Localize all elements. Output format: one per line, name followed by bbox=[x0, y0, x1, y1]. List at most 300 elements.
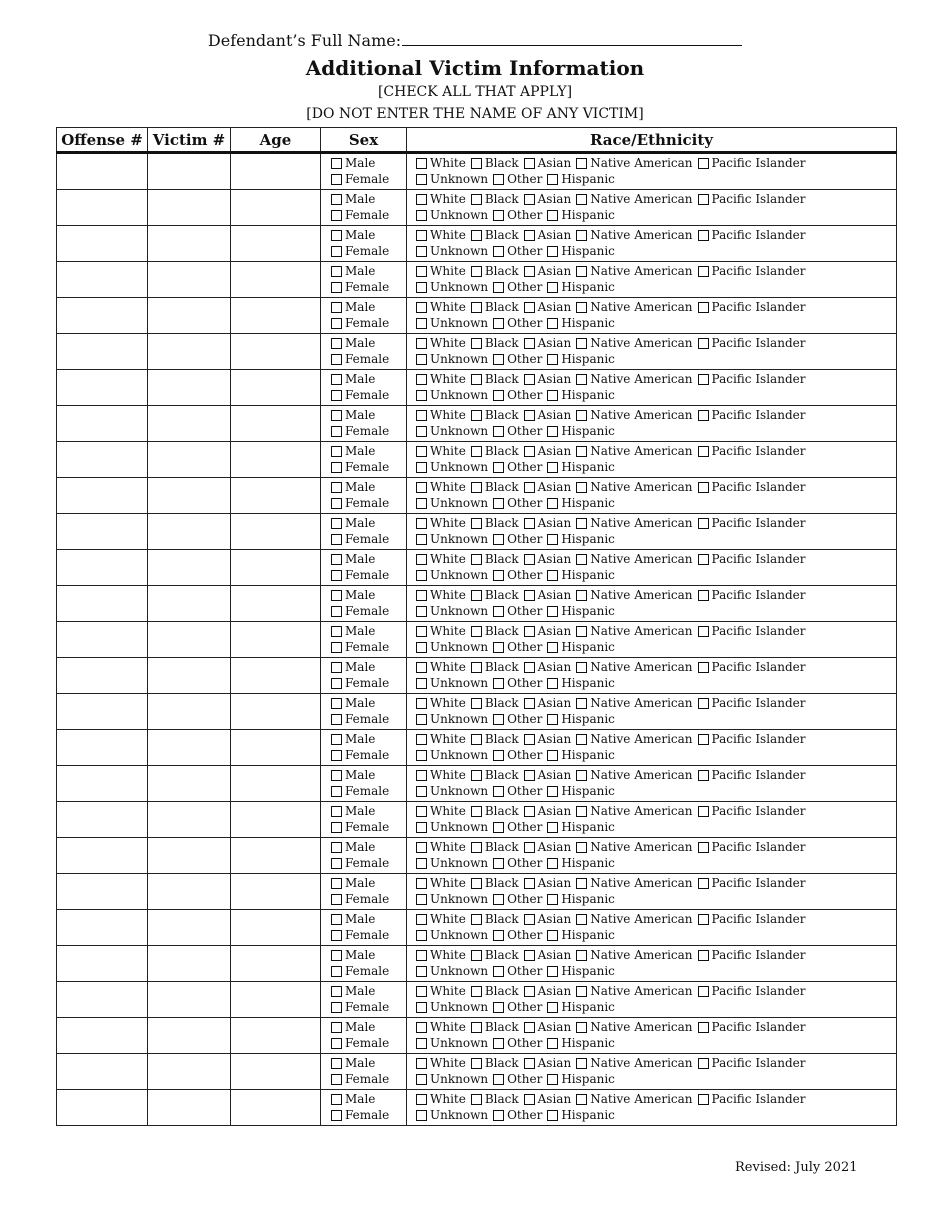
offense-cell[interactable] bbox=[57, 514, 148, 550]
checkbox-unknown[interactable] bbox=[416, 282, 427, 293]
checkbox-female[interactable] bbox=[331, 462, 342, 473]
checkbox-female[interactable] bbox=[331, 534, 342, 545]
checkbox-native-american[interactable] bbox=[576, 770, 587, 781]
checkbox-asian[interactable] bbox=[524, 158, 535, 169]
checkbox-hispanic[interactable] bbox=[547, 210, 558, 221]
checkbox-native-american[interactable] bbox=[576, 1094, 587, 1105]
checkbox-white[interactable] bbox=[416, 302, 427, 313]
checkbox-male[interactable] bbox=[331, 1058, 342, 1069]
checkbox-black[interactable] bbox=[471, 734, 482, 745]
victim-cell[interactable] bbox=[148, 153, 231, 190]
checkbox-native-american[interactable] bbox=[576, 230, 587, 241]
checkbox-black[interactable] bbox=[471, 338, 482, 349]
checkbox-unknown[interactable] bbox=[416, 606, 427, 617]
checkbox-male[interactable] bbox=[331, 482, 342, 493]
checkbox-hispanic[interactable] bbox=[547, 714, 558, 725]
checkbox-asian[interactable] bbox=[524, 1058, 535, 1069]
age-cell[interactable] bbox=[231, 226, 321, 262]
checkbox-asian[interactable] bbox=[524, 842, 535, 853]
checkbox-hispanic[interactable] bbox=[547, 858, 558, 869]
checkbox-native-american[interactable] bbox=[576, 266, 587, 277]
checkbox-native-american[interactable] bbox=[576, 1058, 587, 1069]
checkbox-pacific-islander[interactable] bbox=[698, 1022, 709, 1033]
checkbox-female[interactable] bbox=[331, 210, 342, 221]
checkbox-hispanic[interactable] bbox=[547, 354, 558, 365]
checkbox-hispanic[interactable] bbox=[547, 678, 558, 689]
age-cell[interactable] bbox=[231, 514, 321, 550]
checkbox-black[interactable] bbox=[471, 266, 482, 277]
offense-cell[interactable] bbox=[57, 226, 148, 262]
checkbox-black[interactable] bbox=[471, 230, 482, 241]
checkbox-female[interactable] bbox=[331, 642, 342, 653]
checkbox-pacific-islander[interactable] bbox=[698, 338, 709, 349]
victim-cell[interactable] bbox=[148, 1090, 231, 1126]
checkbox-male[interactable] bbox=[331, 770, 342, 781]
checkbox-unknown[interactable] bbox=[416, 1110, 427, 1121]
checkbox-female[interactable] bbox=[331, 426, 342, 437]
checkbox-unknown[interactable] bbox=[416, 894, 427, 905]
checkbox-female[interactable] bbox=[331, 1002, 342, 1013]
checkbox-female[interactable] bbox=[331, 246, 342, 257]
checkbox-white[interactable] bbox=[416, 158, 427, 169]
checkbox-male[interactable] bbox=[331, 338, 342, 349]
checkbox-female[interactable] bbox=[331, 894, 342, 905]
checkbox-asian[interactable] bbox=[524, 986, 535, 997]
checkbox-other[interactable] bbox=[493, 426, 504, 437]
checkbox-other[interactable] bbox=[493, 1038, 504, 1049]
checkbox-unknown[interactable] bbox=[416, 678, 427, 689]
checkbox-black[interactable] bbox=[471, 410, 482, 421]
checkbox-female[interactable] bbox=[331, 354, 342, 365]
checkbox-white[interactable] bbox=[416, 338, 427, 349]
checkbox-pacific-islander[interactable] bbox=[698, 806, 709, 817]
offense-cell[interactable] bbox=[57, 442, 148, 478]
checkbox-male[interactable] bbox=[331, 266, 342, 277]
checkbox-asian[interactable] bbox=[524, 1094, 535, 1105]
checkbox-black[interactable] bbox=[471, 302, 482, 313]
offense-cell[interactable] bbox=[57, 370, 148, 406]
checkbox-native-american[interactable] bbox=[576, 734, 587, 745]
checkbox-hispanic[interactable] bbox=[547, 1038, 558, 1049]
age-cell[interactable] bbox=[231, 730, 321, 766]
victim-cell[interactable] bbox=[148, 622, 231, 658]
checkbox-white[interactable] bbox=[416, 374, 427, 385]
checkbox-other[interactable] bbox=[493, 714, 504, 725]
checkbox-native-american[interactable] bbox=[576, 1022, 587, 1033]
offense-cell[interactable] bbox=[57, 622, 148, 658]
checkbox-other[interactable] bbox=[493, 930, 504, 941]
victim-cell[interactable] bbox=[148, 694, 231, 730]
checkbox-unknown[interactable] bbox=[416, 1038, 427, 1049]
victim-cell[interactable] bbox=[148, 586, 231, 622]
checkbox-other[interactable] bbox=[493, 210, 504, 221]
checkbox-native-american[interactable] bbox=[576, 914, 587, 925]
checkbox-asian[interactable] bbox=[524, 554, 535, 565]
victim-cell[interactable] bbox=[148, 550, 231, 586]
victim-cell[interactable] bbox=[148, 1054, 231, 1090]
checkbox-pacific-islander[interactable] bbox=[698, 698, 709, 709]
victim-cell[interactable] bbox=[148, 190, 231, 226]
checkbox-female[interactable] bbox=[331, 1038, 342, 1049]
checkbox-male[interactable] bbox=[331, 410, 342, 421]
checkbox-native-american[interactable] bbox=[576, 950, 587, 961]
offense-cell[interactable] bbox=[57, 298, 148, 334]
checkbox-hispanic[interactable] bbox=[547, 1074, 558, 1085]
checkbox-white[interactable] bbox=[416, 986, 427, 997]
age-cell[interactable] bbox=[231, 874, 321, 910]
checkbox-asian[interactable] bbox=[524, 482, 535, 493]
checkbox-pacific-islander[interactable] bbox=[698, 770, 709, 781]
checkbox-black[interactable] bbox=[471, 770, 482, 781]
checkbox-pacific-islander[interactable] bbox=[698, 734, 709, 745]
checkbox-male[interactable] bbox=[331, 986, 342, 997]
offense-cell[interactable] bbox=[57, 406, 148, 442]
checkbox-unknown[interactable] bbox=[416, 642, 427, 653]
checkbox-other[interactable] bbox=[493, 1002, 504, 1013]
checkbox-pacific-islander[interactable] bbox=[698, 842, 709, 853]
checkbox-male[interactable] bbox=[331, 1022, 342, 1033]
victim-cell[interactable] bbox=[148, 838, 231, 874]
checkbox-other[interactable] bbox=[493, 678, 504, 689]
checkbox-male[interactable] bbox=[331, 698, 342, 709]
offense-cell[interactable] bbox=[57, 838, 148, 874]
checkbox-pacific-islander[interactable] bbox=[698, 1058, 709, 1069]
checkbox-female[interactable] bbox=[331, 174, 342, 185]
checkbox-asian[interactable] bbox=[524, 1022, 535, 1033]
checkbox-black[interactable] bbox=[471, 842, 482, 853]
checkbox-male[interactable] bbox=[331, 914, 342, 925]
checkbox-native-american[interactable] bbox=[576, 482, 587, 493]
checkbox-male[interactable] bbox=[331, 590, 342, 601]
checkbox-unknown[interactable] bbox=[416, 390, 427, 401]
checkbox-white[interactable] bbox=[416, 842, 427, 853]
checkbox-hispanic[interactable] bbox=[547, 1110, 558, 1121]
checkbox-other[interactable] bbox=[493, 894, 504, 905]
age-cell[interactable] bbox=[231, 262, 321, 298]
checkbox-hispanic[interactable] bbox=[547, 786, 558, 797]
checkbox-pacific-islander[interactable] bbox=[698, 554, 709, 565]
checkbox-black[interactable] bbox=[471, 1058, 482, 1069]
checkbox-pacific-islander[interactable] bbox=[698, 374, 709, 385]
checkbox-pacific-islander[interactable] bbox=[698, 266, 709, 277]
checkbox-female[interactable] bbox=[331, 1110, 342, 1121]
checkbox-female[interactable] bbox=[331, 786, 342, 797]
offense-cell[interactable] bbox=[57, 730, 148, 766]
offense-cell[interactable] bbox=[57, 478, 148, 514]
checkbox-native-american[interactable] bbox=[576, 194, 587, 205]
checkbox-native-american[interactable] bbox=[576, 986, 587, 997]
checkbox-unknown[interactable] bbox=[416, 822, 427, 833]
checkbox-unknown[interactable] bbox=[416, 966, 427, 977]
checkbox-black[interactable] bbox=[471, 986, 482, 997]
checkbox-other[interactable] bbox=[493, 534, 504, 545]
checkbox-hispanic[interactable] bbox=[547, 570, 558, 581]
checkbox-male[interactable] bbox=[331, 446, 342, 457]
checkbox-female[interactable] bbox=[331, 822, 342, 833]
age-cell[interactable] bbox=[231, 190, 321, 226]
checkbox-pacific-islander[interactable] bbox=[698, 662, 709, 673]
offense-cell[interactable] bbox=[57, 190, 148, 226]
checkbox-black[interactable] bbox=[471, 446, 482, 457]
age-cell[interactable] bbox=[231, 802, 321, 838]
offense-cell[interactable] bbox=[57, 982, 148, 1018]
checkbox-hispanic[interactable] bbox=[547, 894, 558, 905]
checkbox-pacific-islander[interactable] bbox=[698, 482, 709, 493]
age-cell[interactable] bbox=[231, 1090, 321, 1126]
checkbox-other[interactable] bbox=[493, 786, 504, 797]
victim-cell[interactable] bbox=[148, 982, 231, 1018]
checkbox-native-american[interactable] bbox=[576, 662, 587, 673]
age-cell[interactable] bbox=[231, 153, 321, 190]
checkbox-hispanic[interactable] bbox=[547, 930, 558, 941]
checkbox-native-american[interactable] bbox=[576, 158, 587, 169]
offense-cell[interactable] bbox=[57, 1054, 148, 1090]
checkbox-unknown[interactable] bbox=[416, 750, 427, 761]
age-cell[interactable] bbox=[231, 550, 321, 586]
checkbox-asian[interactable] bbox=[524, 374, 535, 385]
checkbox-male[interactable] bbox=[331, 806, 342, 817]
checkbox-unknown[interactable] bbox=[416, 1002, 427, 1013]
checkbox-female[interactable] bbox=[331, 606, 342, 617]
checkbox-hispanic[interactable] bbox=[547, 534, 558, 545]
checkbox-pacific-islander[interactable] bbox=[698, 302, 709, 313]
age-cell[interactable] bbox=[231, 1054, 321, 1090]
checkbox-asian[interactable] bbox=[524, 302, 535, 313]
checkbox-asian[interactable] bbox=[524, 518, 535, 529]
checkbox-other[interactable] bbox=[493, 1110, 504, 1121]
checkbox-male[interactable] bbox=[331, 734, 342, 745]
checkbox-white[interactable] bbox=[416, 266, 427, 277]
checkbox-native-american[interactable] bbox=[576, 338, 587, 349]
victim-cell[interactable] bbox=[148, 514, 231, 550]
age-cell[interactable] bbox=[231, 586, 321, 622]
checkbox-hispanic[interactable] bbox=[547, 966, 558, 977]
checkbox-female[interactable] bbox=[331, 570, 342, 581]
victim-cell[interactable] bbox=[148, 1018, 231, 1054]
victim-cell[interactable] bbox=[148, 658, 231, 694]
checkbox-other[interactable] bbox=[493, 966, 504, 977]
checkbox-hispanic[interactable] bbox=[547, 246, 558, 257]
checkbox-unknown[interactable] bbox=[416, 174, 427, 185]
checkbox-male[interactable] bbox=[331, 878, 342, 889]
checkbox-pacific-islander[interactable] bbox=[698, 158, 709, 169]
checkbox-black[interactable] bbox=[471, 554, 482, 565]
checkbox-unknown[interactable] bbox=[416, 462, 427, 473]
checkbox-black[interactable] bbox=[471, 158, 482, 169]
checkbox-pacific-islander[interactable] bbox=[698, 410, 709, 421]
checkbox-hispanic[interactable] bbox=[547, 174, 558, 185]
checkbox-pacific-islander[interactable] bbox=[698, 446, 709, 457]
checkbox-asian[interactable] bbox=[524, 662, 535, 673]
defendant-name-input[interactable] bbox=[402, 30, 742, 46]
offense-cell[interactable] bbox=[57, 334, 148, 370]
checkbox-female[interactable] bbox=[331, 750, 342, 761]
checkbox-unknown[interactable] bbox=[416, 858, 427, 869]
age-cell[interactable] bbox=[231, 946, 321, 982]
checkbox-male[interactable] bbox=[331, 158, 342, 169]
age-cell[interactable] bbox=[231, 658, 321, 694]
checkbox-other[interactable] bbox=[493, 1074, 504, 1085]
offense-cell[interactable] bbox=[57, 1018, 148, 1054]
checkbox-pacific-islander[interactable] bbox=[698, 230, 709, 241]
victim-cell[interactable] bbox=[148, 478, 231, 514]
checkbox-unknown[interactable] bbox=[416, 930, 427, 941]
checkbox-female[interactable] bbox=[331, 498, 342, 509]
victim-cell[interactable] bbox=[148, 262, 231, 298]
checkbox-hispanic[interactable] bbox=[547, 390, 558, 401]
checkbox-male[interactable] bbox=[331, 950, 342, 961]
checkbox-black[interactable] bbox=[471, 194, 482, 205]
victim-cell[interactable] bbox=[148, 298, 231, 334]
checkbox-native-american[interactable] bbox=[576, 842, 587, 853]
checkbox-hispanic[interactable] bbox=[547, 1002, 558, 1013]
checkbox-hispanic[interactable] bbox=[547, 642, 558, 653]
checkbox-native-american[interactable] bbox=[576, 518, 587, 529]
checkbox-native-american[interactable] bbox=[576, 554, 587, 565]
checkbox-other[interactable] bbox=[493, 390, 504, 401]
checkbox-native-american[interactable] bbox=[576, 878, 587, 889]
checkbox-white[interactable] bbox=[416, 554, 427, 565]
checkbox-female[interactable] bbox=[331, 390, 342, 401]
checkbox-black[interactable] bbox=[471, 806, 482, 817]
checkbox-female[interactable] bbox=[331, 1074, 342, 1085]
checkbox-unknown[interactable] bbox=[416, 354, 427, 365]
checkbox-other[interactable] bbox=[493, 318, 504, 329]
checkbox-female[interactable] bbox=[331, 282, 342, 293]
checkbox-other[interactable] bbox=[493, 642, 504, 653]
checkbox-asian[interactable] bbox=[524, 698, 535, 709]
checkbox-other[interactable] bbox=[493, 858, 504, 869]
offense-cell[interactable] bbox=[57, 1090, 148, 1126]
checkbox-male[interactable] bbox=[331, 1094, 342, 1105]
checkbox-black[interactable] bbox=[471, 950, 482, 961]
checkbox-pacific-islander[interactable] bbox=[698, 194, 709, 205]
checkbox-asian[interactable] bbox=[524, 338, 535, 349]
checkbox-white[interactable] bbox=[416, 770, 427, 781]
checkbox-hispanic[interactable] bbox=[547, 282, 558, 293]
checkbox-white[interactable] bbox=[416, 518, 427, 529]
victim-cell[interactable] bbox=[148, 730, 231, 766]
victim-cell[interactable] bbox=[148, 334, 231, 370]
victim-cell[interactable] bbox=[148, 874, 231, 910]
checkbox-white[interactable] bbox=[416, 806, 427, 817]
checkbox-black[interactable] bbox=[471, 698, 482, 709]
checkbox-pacific-islander[interactable] bbox=[698, 1094, 709, 1105]
offense-cell[interactable] bbox=[57, 802, 148, 838]
age-cell[interactable] bbox=[231, 1018, 321, 1054]
checkbox-black[interactable] bbox=[471, 626, 482, 637]
checkbox-male[interactable] bbox=[331, 662, 342, 673]
checkbox-asian[interactable] bbox=[524, 914, 535, 925]
checkbox-asian[interactable] bbox=[524, 194, 535, 205]
checkbox-other[interactable] bbox=[493, 606, 504, 617]
offense-cell[interactable] bbox=[57, 658, 148, 694]
checkbox-white[interactable] bbox=[416, 1022, 427, 1033]
checkbox-black[interactable] bbox=[471, 518, 482, 529]
checkbox-native-american[interactable] bbox=[576, 590, 587, 601]
checkbox-native-american[interactable] bbox=[576, 410, 587, 421]
checkbox-asian[interactable] bbox=[524, 266, 535, 277]
checkbox-hispanic[interactable] bbox=[547, 498, 558, 509]
checkbox-asian[interactable] bbox=[524, 878, 535, 889]
checkbox-female[interactable] bbox=[331, 678, 342, 689]
checkbox-native-american[interactable] bbox=[576, 302, 587, 313]
checkbox-asian[interactable] bbox=[524, 770, 535, 781]
age-cell[interactable] bbox=[231, 910, 321, 946]
age-cell[interactable] bbox=[231, 982, 321, 1018]
checkbox-other[interactable] bbox=[493, 570, 504, 581]
checkbox-native-american[interactable] bbox=[576, 374, 587, 385]
checkbox-male[interactable] bbox=[331, 518, 342, 529]
checkbox-black[interactable] bbox=[471, 914, 482, 925]
checkbox-black[interactable] bbox=[471, 1022, 482, 1033]
victim-cell[interactable] bbox=[148, 226, 231, 262]
offense-cell[interactable] bbox=[57, 694, 148, 730]
checkbox-unknown[interactable] bbox=[416, 714, 427, 725]
checkbox-asian[interactable] bbox=[524, 230, 535, 241]
checkbox-other[interactable] bbox=[493, 246, 504, 257]
age-cell[interactable] bbox=[231, 334, 321, 370]
age-cell[interactable] bbox=[231, 406, 321, 442]
age-cell[interactable] bbox=[231, 442, 321, 478]
checkbox-asian[interactable] bbox=[524, 626, 535, 637]
checkbox-unknown[interactable] bbox=[416, 210, 427, 221]
checkbox-native-american[interactable] bbox=[576, 806, 587, 817]
checkbox-white[interactable] bbox=[416, 950, 427, 961]
checkbox-hispanic[interactable] bbox=[547, 426, 558, 437]
offense-cell[interactable] bbox=[57, 262, 148, 298]
checkbox-black[interactable] bbox=[471, 878, 482, 889]
checkbox-female[interactable] bbox=[331, 714, 342, 725]
checkbox-male[interactable] bbox=[331, 554, 342, 565]
checkbox-white[interactable] bbox=[416, 446, 427, 457]
checkbox-asian[interactable] bbox=[524, 590, 535, 601]
checkbox-black[interactable] bbox=[471, 374, 482, 385]
age-cell[interactable] bbox=[231, 766, 321, 802]
checkbox-hispanic[interactable] bbox=[547, 822, 558, 833]
checkbox-pacific-islander[interactable] bbox=[698, 878, 709, 889]
checkbox-white[interactable] bbox=[416, 410, 427, 421]
checkbox-white[interactable] bbox=[416, 662, 427, 673]
offense-cell[interactable] bbox=[57, 766, 148, 802]
checkbox-female[interactable] bbox=[331, 966, 342, 977]
checkbox-white[interactable] bbox=[416, 878, 427, 889]
age-cell[interactable] bbox=[231, 622, 321, 658]
checkbox-asian[interactable] bbox=[524, 950, 535, 961]
victim-cell[interactable] bbox=[148, 910, 231, 946]
checkbox-female[interactable] bbox=[331, 858, 342, 869]
checkbox-unknown[interactable] bbox=[416, 1074, 427, 1085]
checkbox-male[interactable] bbox=[331, 374, 342, 385]
checkbox-unknown[interactable] bbox=[416, 426, 427, 437]
age-cell[interactable] bbox=[231, 370, 321, 406]
checkbox-black[interactable] bbox=[471, 590, 482, 601]
checkbox-white[interactable] bbox=[416, 482, 427, 493]
checkbox-pacific-islander[interactable] bbox=[698, 626, 709, 637]
checkbox-male[interactable] bbox=[331, 230, 342, 241]
checkbox-black[interactable] bbox=[471, 482, 482, 493]
checkbox-black[interactable] bbox=[471, 662, 482, 673]
checkbox-female[interactable] bbox=[331, 318, 342, 329]
offense-cell[interactable] bbox=[57, 874, 148, 910]
checkbox-native-american[interactable] bbox=[576, 626, 587, 637]
checkbox-other[interactable] bbox=[493, 498, 504, 509]
checkbox-pacific-islander[interactable] bbox=[698, 986, 709, 997]
checkbox-native-american[interactable] bbox=[576, 446, 587, 457]
victim-cell[interactable] bbox=[148, 442, 231, 478]
checkbox-female[interactable] bbox=[331, 930, 342, 941]
checkbox-white[interactable] bbox=[416, 626, 427, 637]
